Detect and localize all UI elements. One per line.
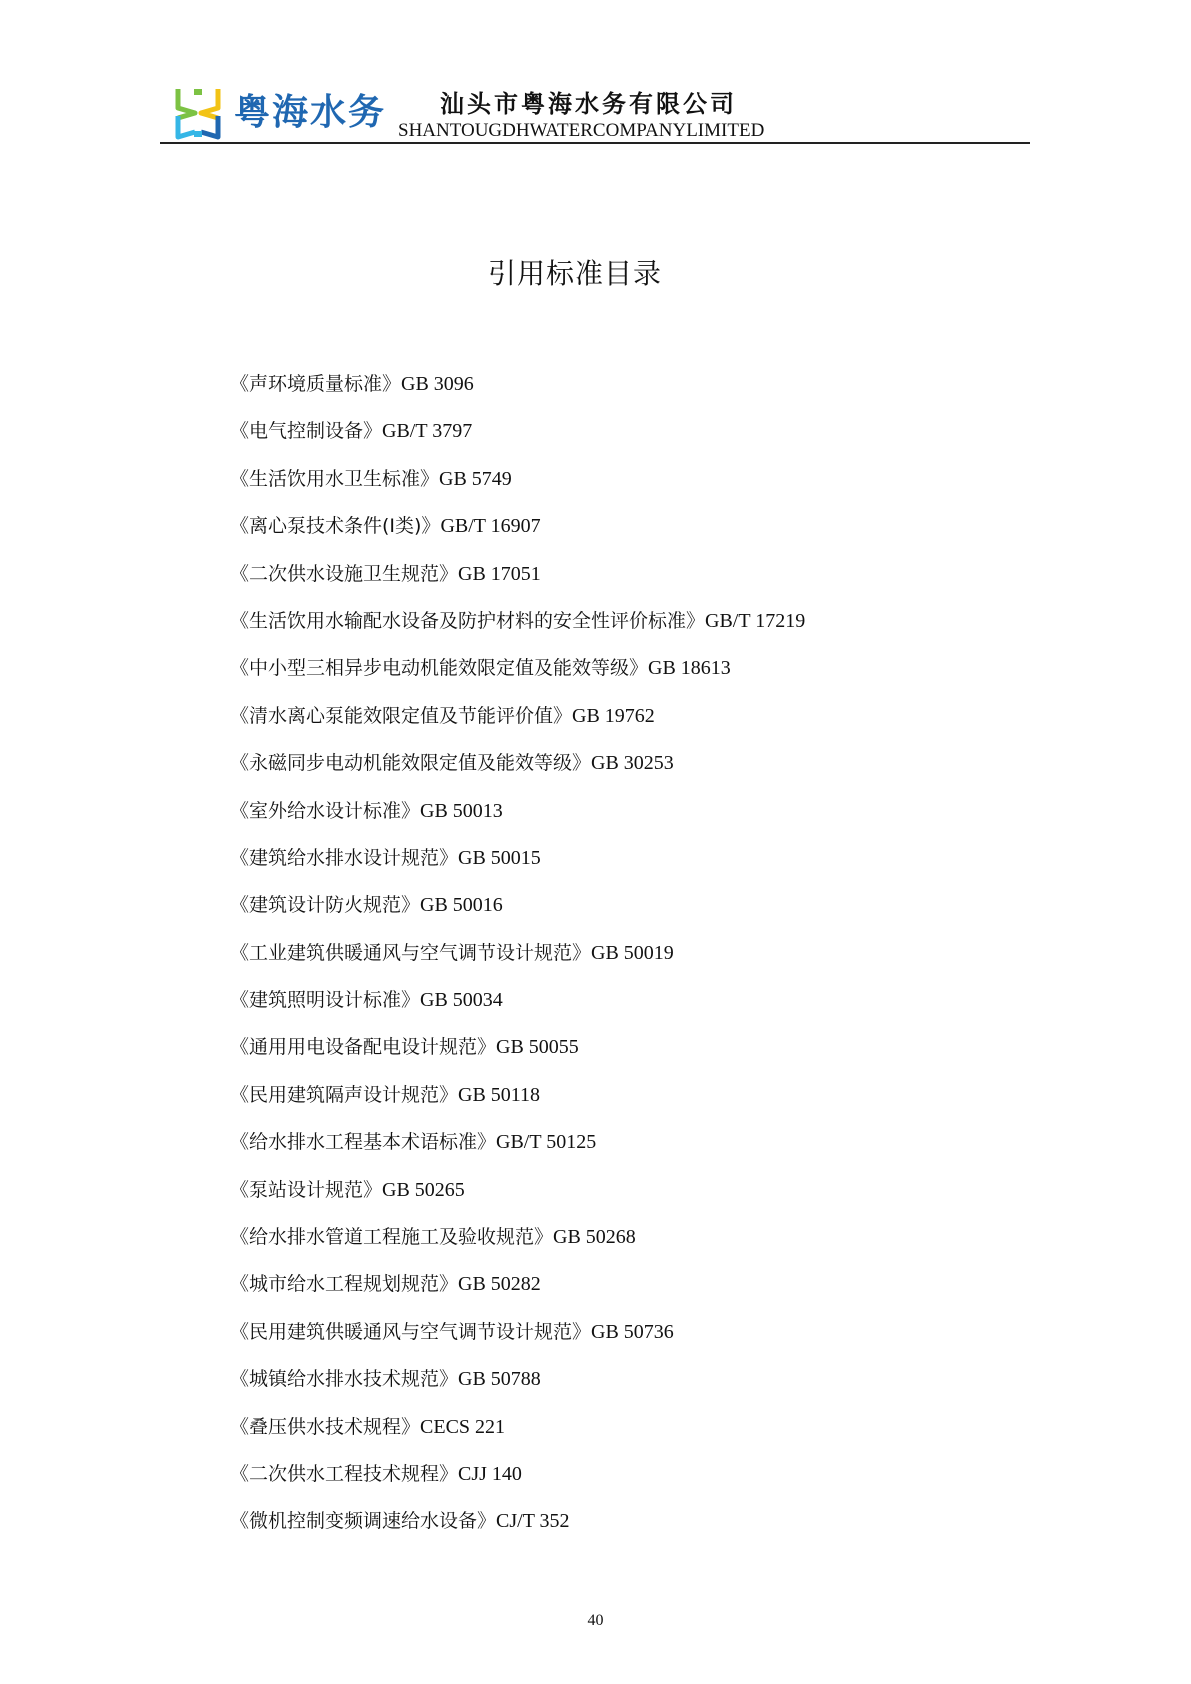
standard-name: 《生活饮用水卫生标准》 [230,467,440,490]
standard-name: 《给水排水工程基本术语标准》 [230,1131,497,1154]
standard-code: GB 17051 [458,562,541,585]
list-item [230,653,805,700]
list-item [230,416,805,463]
standard-name: 《工业建筑供暖通风与空气调节设计规范》 [230,941,592,964]
standard-name: 《泵站设计规范》 [230,1178,383,1201]
standard-code: GB 3096 [401,373,474,395]
standard-code: GB 50016 [420,894,503,917]
standard-name: 《给水排水管道工程施工及验收规范》 [230,1226,554,1249]
standard-name: 《微机控制变频调速给水设备》 [230,1510,497,1533]
standard-name: 《建筑设计防火规范》 [230,894,421,917]
standard-name: 《二次供水工程技术规程》 [230,1462,459,1485]
standard-code: GB/T 3797 [382,420,473,443]
standard-name: 《城镇给水排水技术规范》 [230,1368,459,1391]
standard-name: 《离心泵技术条件(I类)》 [230,515,441,538]
company-name-cn: 汕头市粤海水务有限公司 [440,90,737,118]
standard-name: 《生活饮用水输配水设备及防护材料的安全性评价标准》 [230,609,706,632]
standard-name: 《民用建筑供暖通风与空气调节设计规范》 [230,1320,592,1343]
standard-code: CECS 221 [420,1415,506,1438]
logo-wordmark: 粤海水务 [234,91,387,133]
standard-name: 《建筑照明设计标准》 [230,989,421,1012]
standard-code: GB 50015 [458,846,541,869]
list-item [230,985,805,1032]
list-item [230,511,805,558]
standard-name: 《清水离心泵能效限定值及节能评价值》 [230,704,573,727]
standard-code: GB 50055 [496,1036,579,1059]
standard-code: GB 50788 [458,1368,541,1391]
list-item [230,1506,805,1553]
list-item [230,1080,805,1127]
list-item [230,1364,805,1411]
list-item [230,369,805,416]
standard-code: GB 50013 [420,799,503,822]
list-item [230,1222,805,1269]
list-item [230,890,805,937]
list-item [230,1269,805,1316]
standard-name: 《通用用电设备配电设计规范》 [230,1036,497,1059]
standard-code: GB 50019 [591,941,674,964]
list-item [230,1412,805,1459]
list-item [230,1032,805,1079]
standard-name: 《室外给水设计标准》 [230,799,421,822]
standard-code: GB 19762 [572,704,655,727]
list-item [230,843,805,890]
list-item [230,464,805,511]
standard-code: CJJ 140 [458,1462,522,1485]
standard-code: GB/T 16907 [440,515,541,538]
standard-code: GB 30253 [591,752,674,775]
standards-list [230,369,805,1554]
list-item [230,796,805,843]
standard-name: 《民用建筑隔声设计规范》 [230,1083,459,1106]
standard-code: CJ/T 352 [496,1510,570,1533]
standard-name: 《建筑给水排水设计规范》 [230,846,459,869]
list-item [230,1459,805,1506]
list-item [230,701,805,748]
standard-code: GB 50034 [420,989,503,1012]
page-number: 40 [587,1612,604,1629]
list-item [230,606,805,653]
list-item [230,1127,805,1174]
list-item [230,559,805,606]
standard-code: GB/T 17219 [705,609,806,632]
standard-name: 《中小型三相异步电动机能效限定值及能效等级》 [230,657,649,680]
standard-code: GB 50265 [382,1178,465,1201]
standard-code: GB 50282 [458,1273,541,1296]
header-divider [160,142,1030,144]
standard-code: GB 5749 [439,467,512,490]
standard-code: GB/T 50125 [496,1131,597,1154]
standard-code: GB 50736 [591,1320,674,1343]
list-item [230,938,805,985]
page-title: 引用标准目录 [487,257,662,290]
list-item [230,1317,805,1364]
list-item [230,748,805,795]
standard-name: 《永磁同步电动机能效限定值及能效等级》 [230,752,592,775]
standard-code: GB 18613 [648,657,731,680]
list-item [230,1175,805,1222]
company-logo-icon [175,86,221,140]
standard-name: 《叠压供水技术规程》 [230,1415,421,1438]
standard-name: 《声环境质量标准》 [230,373,402,395]
standard-name: 《电气控制设备》 [230,420,383,443]
standard-name: 《二次供水设施卫生规范》 [230,562,459,585]
page-header [160,82,1030,142]
standard-name: 《城市给水工程规划规范》 [230,1273,459,1296]
standard-code: GB 50118 [458,1083,541,1106]
company-name-en: SHANTOUGDHWATERCOMPANYLIMITED [398,120,765,141]
standard-code: GB 50268 [553,1226,636,1249]
